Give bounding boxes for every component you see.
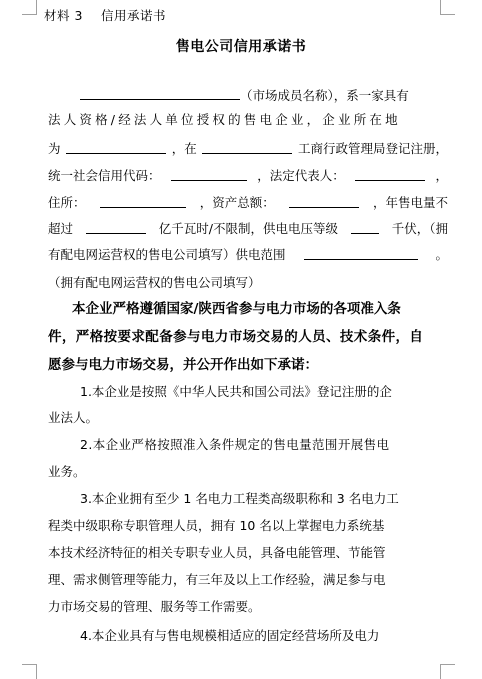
item-2-line-2: 业务。 bbox=[48, 464, 86, 479]
item-3-line-1: 3.本企业拥有至少 1 名电力工程类高级职称和 3 名电力工 bbox=[80, 491, 399, 506]
item-3-line-5: 力市场交易的管理、服务等工作需要。 bbox=[48, 599, 261, 614]
voltage-level-blank[interactable] bbox=[351, 220, 379, 234]
crop-mark-top-left bbox=[22, 0, 37, 15]
legal-representative-blank[interactable] bbox=[355, 167, 425, 181]
commitment-line-1: 本企业严格遵循国家/陕西省参与电力市场的各项准入条 bbox=[72, 301, 401, 317]
material-header bbox=[44, 6, 166, 24]
intro-line-5: 住所： ，资产总额： ，年售电量不 bbox=[48, 195, 448, 210]
item-4-line-1: 4.本企业具有与售电规模相适应的固定经营场所及电力 bbox=[80, 628, 380, 643]
material-title: 信用承诺书 bbox=[100, 8, 166, 23]
intro-line-2: 法人资格/经法人单位授权的售电企业，企业所在地 bbox=[48, 112, 401, 127]
crop-mark-top-right bbox=[440, 0, 455, 15]
credit-code-blank[interactable] bbox=[171, 167, 247, 181]
intro-line-8: （拥有配电网运营权的售电公司填写） bbox=[48, 275, 261, 290]
document-title: 售电公司信用承诺书 bbox=[175, 39, 307, 55]
material-number: 材料 3 bbox=[44, 8, 83, 23]
intro-line-4: 统一社会信用代码： ，法定代表人： ， bbox=[48, 168, 448, 183]
commitment-line-3: 愿参与电力市场交易，并公开作出如下承诺： bbox=[48, 357, 318, 373]
intro-line-7: 有配电网运营权的售电公司填写）供电范围 。 bbox=[48, 247, 448, 262]
item-1-line-2: 业法人。 bbox=[48, 410, 99, 425]
item-3-line-2: 程类中级职称专职管理人员，拥有 10 名以上掌握电力系统基 bbox=[48, 518, 385, 533]
registration-authority-blank[interactable] bbox=[202, 140, 292, 154]
sales-volume-blank[interactable] bbox=[86, 220, 146, 234]
item-2-line-1: 2.本企业严格按照准入条件规定的售电量范围开展售电 bbox=[80, 437, 390, 452]
address-blank[interactable] bbox=[100, 194, 186, 208]
intro-line-1: （市场成员名称），系一家具有 bbox=[80, 86, 448, 105]
commitment-line-2: 件，严格按要求配备参与电力市场交易的人员、技术条件，自 bbox=[48, 329, 424, 345]
intro-line-6: 超过 亿千瓦时/不限制，供电电压等级 千伏，（拥 bbox=[48, 221, 448, 236]
supply-area-blank[interactable] bbox=[304, 246, 418, 260]
member-name-blank[interactable] bbox=[80, 86, 240, 100]
total-assets-blank[interactable] bbox=[289, 194, 359, 208]
item-3-line-4: 理、需求侧管理等能力，有三年及以上工作经验，满足参与电 bbox=[48, 572, 386, 587]
item-3-line-3: 本技术经济特征的相关专职专业人员，具备电能管理、节能管 bbox=[48, 545, 386, 560]
intro-line-3: 为 ，在 工商行政管理局登记注册， bbox=[48, 141, 448, 156]
item-1-line-1: 1.本企业是按照《中华人民共和国公司法》登记注册的企 bbox=[80, 384, 392, 399]
location-blank[interactable] bbox=[66, 140, 166, 154]
